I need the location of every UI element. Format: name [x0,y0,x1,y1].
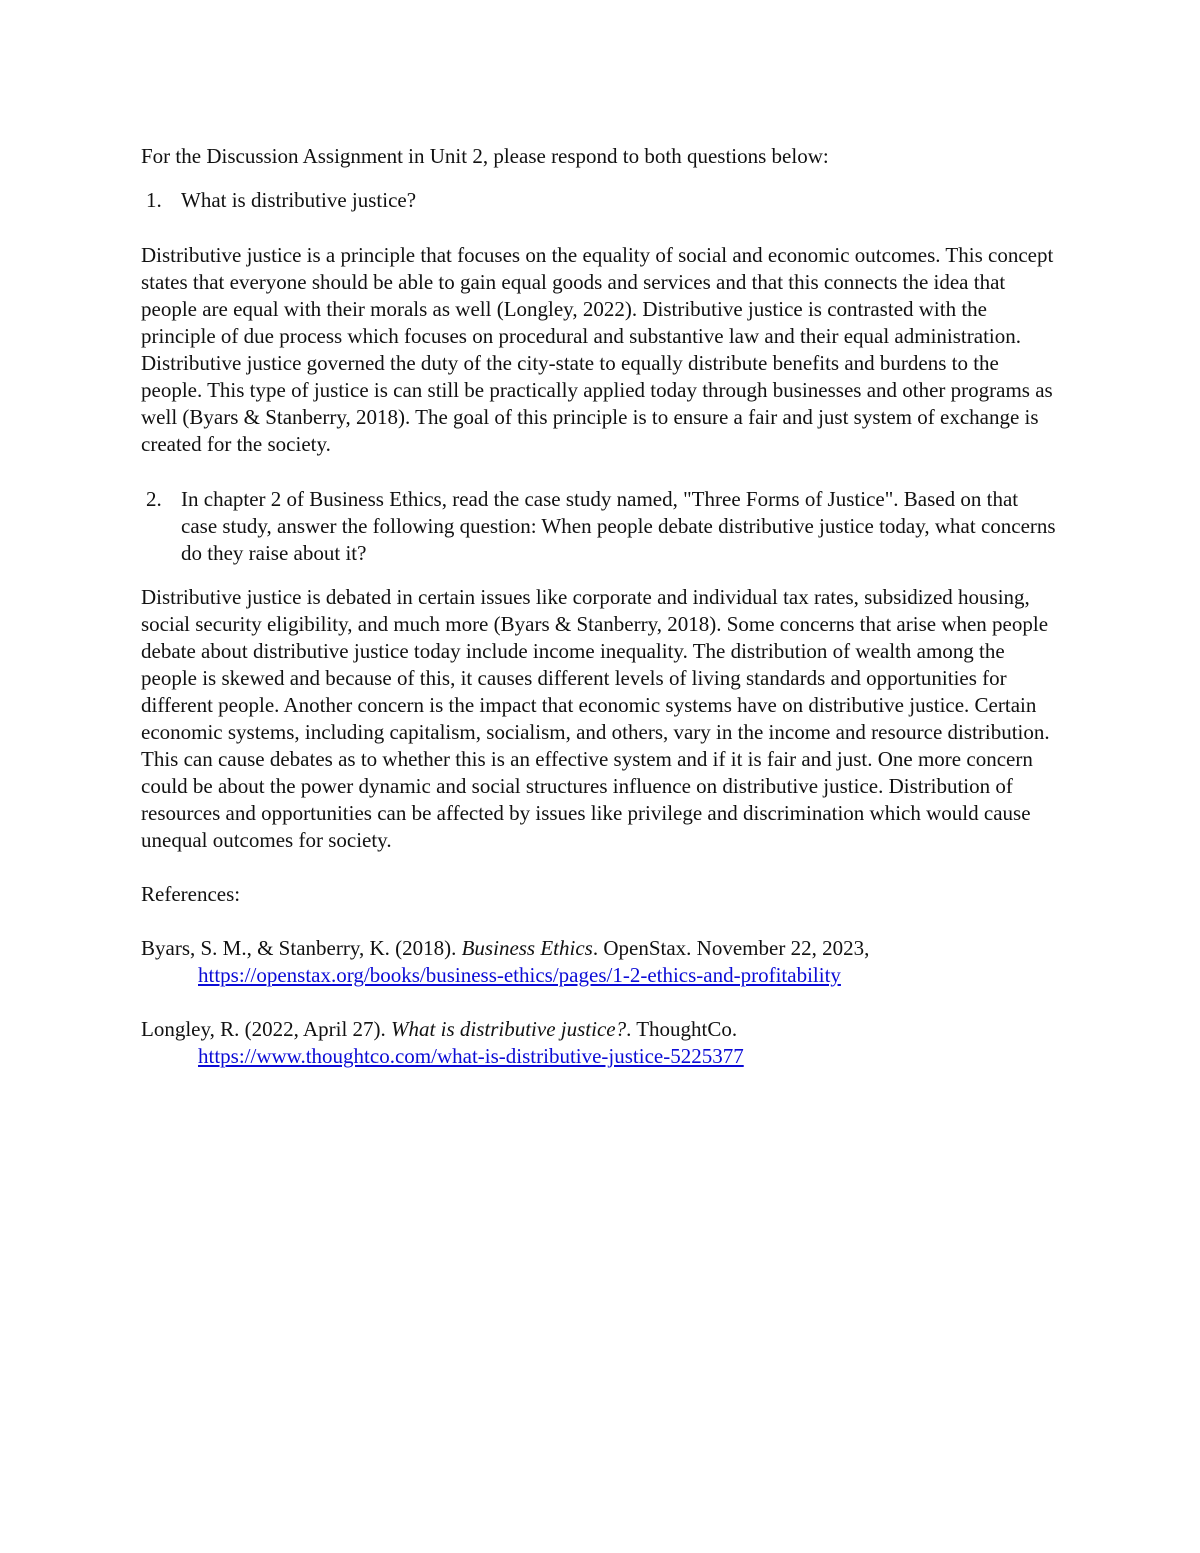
reference-item [141,1016,1056,1070]
question-2 [141,486,1056,567]
reference-authors: Byars, S. M., & Stanberry, K. (2018). [141,936,462,960]
answer-1-paragraph: Distributive justice is a principle that focuses on the equality of social and economic outcomes. This concept states that everyone should be able to gain equal goods and services and that this connects the idea that people are equal with their morals as well (Longley, 2022). Distributive justice is contrasted with the principle of due process which focuses on procedural and substantive law and their equal administration. Distributive justice governed the duty of the city-state to equally distribute benefits and burdens to the people. This type of justice is can still be practically applied today through businesses and other programs as well (Byars & Stanberry, 2018). The goal of this principle is to ensure a fair and just system of exchange is created for the society. [141,243,1054,456]
reference-title: What is distributive justice? [391,1017,627,1041]
reference-rest: . ThoughtCo. [626,1017,738,1041]
reference-item [141,935,1056,989]
document-page [141,143,1056,1070]
question-2-text: In chapter 2 of Business Ethics, read the case study named, "Three Forms of Justice". Based on that case study, answer the following question: When people debate distributive justice today, what concerns do they raise about it? [181,487,1056,565]
reference-title: Business Ethics [461,936,593,960]
references-heading: References: [141,882,241,906]
reference-rest: . OpenStax. November 22, 2023, [592,936,870,960]
question-1-number: 1. [146,188,162,212]
answer-2-paragraph: Distributive justice is debated in certain issues like corporate and individual tax rates, subsidized housing, social security eligibility, and much more (Byars & Stanberry, 2018). Some concerns that arise when people debate about distributive justice today include income inequality. The distribution of wealth among the people is skewed and because of this, it causes different levels of living standards and opportunities for different people. Another concern is the impact that economic systems have on distributive justice. Certain economic systems, including capitalism, socialism, and others, vary in the income and resource distribution. This can cause debates as to whether this is an effective system and if it is fair and just. One more concern could be about the power dynamic and social structures influence on distributive justice. Distribution of resources and opportunities can be affected by issues like privilege and discrimination which would cause unequal outcomes for society. [141,585,1050,852]
question-1 [141,187,1056,214]
reference-authors: Longley, R. (2022, April 27). [141,1017,392,1041]
question-1-text: What is distributive justice? [181,188,417,212]
reference-link[interactable]: https://openstax.org/books/business-ethics/pages/1-2-ethics-and-profitability [198,963,841,987]
intro-text: For the Discussion Assignment in Unit 2, please respond to both questions below: [141,144,829,168]
question-2-number: 2. [146,487,162,511]
reference-link[interactable]: https://www.thoughtco.com/what-is-distributive-justice-5225377 [198,1044,744,1068]
